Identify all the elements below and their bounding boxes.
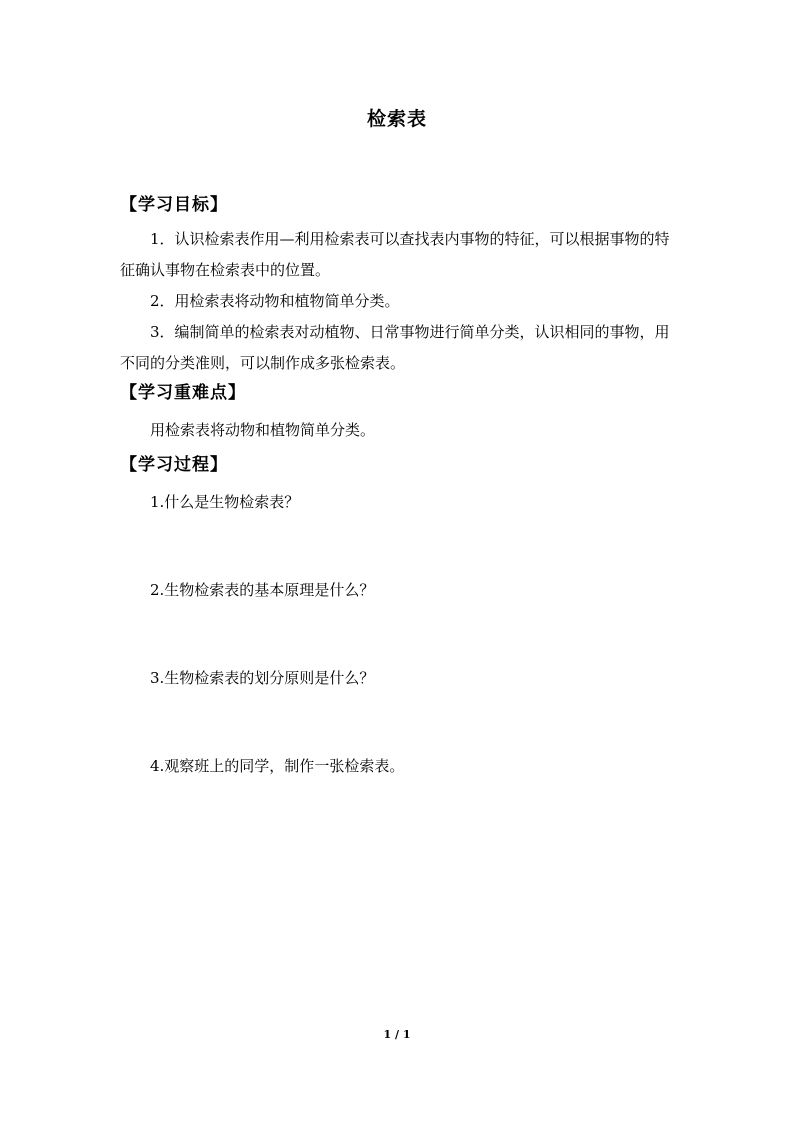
question-item: 3.生物检索表的划分原则是什么？ xyxy=(150,669,375,687)
section-heading-process: 【学习过程】 xyxy=(120,455,228,475)
question-item: 2.生物检索表的基本原理是什么？ xyxy=(150,581,375,599)
question-item: 1.什么是生物检索表？ xyxy=(150,493,300,511)
page-number: 1 / 1 xyxy=(383,1028,411,1041)
goal-item: 2．用检索表将动物和植物简单分类。 xyxy=(150,292,400,310)
page-title: 检索表 xyxy=(366,108,427,130)
key-point-text: 用检索表将动物和植物简单分类。 xyxy=(150,421,376,439)
section-heading-goals: 【学习目标】 xyxy=(120,195,228,215)
goal-item: 3．编制简单的检索表对动植物、日常事物进行简单分类，认识相同的事物，用不同的分类准则，可以制作成多张检索表。 xyxy=(120,323,670,372)
goal-item: 1．认识检索表作用—利用检索表可以查找表内事物的特征，可以根据事物的特征确认事物在检索表中的位置。 xyxy=(120,230,670,279)
question-item: 4.观察班上的同学，制作一张检索表。 xyxy=(150,757,405,775)
section-heading-key-points: 【学习重难点】 xyxy=(120,383,246,403)
